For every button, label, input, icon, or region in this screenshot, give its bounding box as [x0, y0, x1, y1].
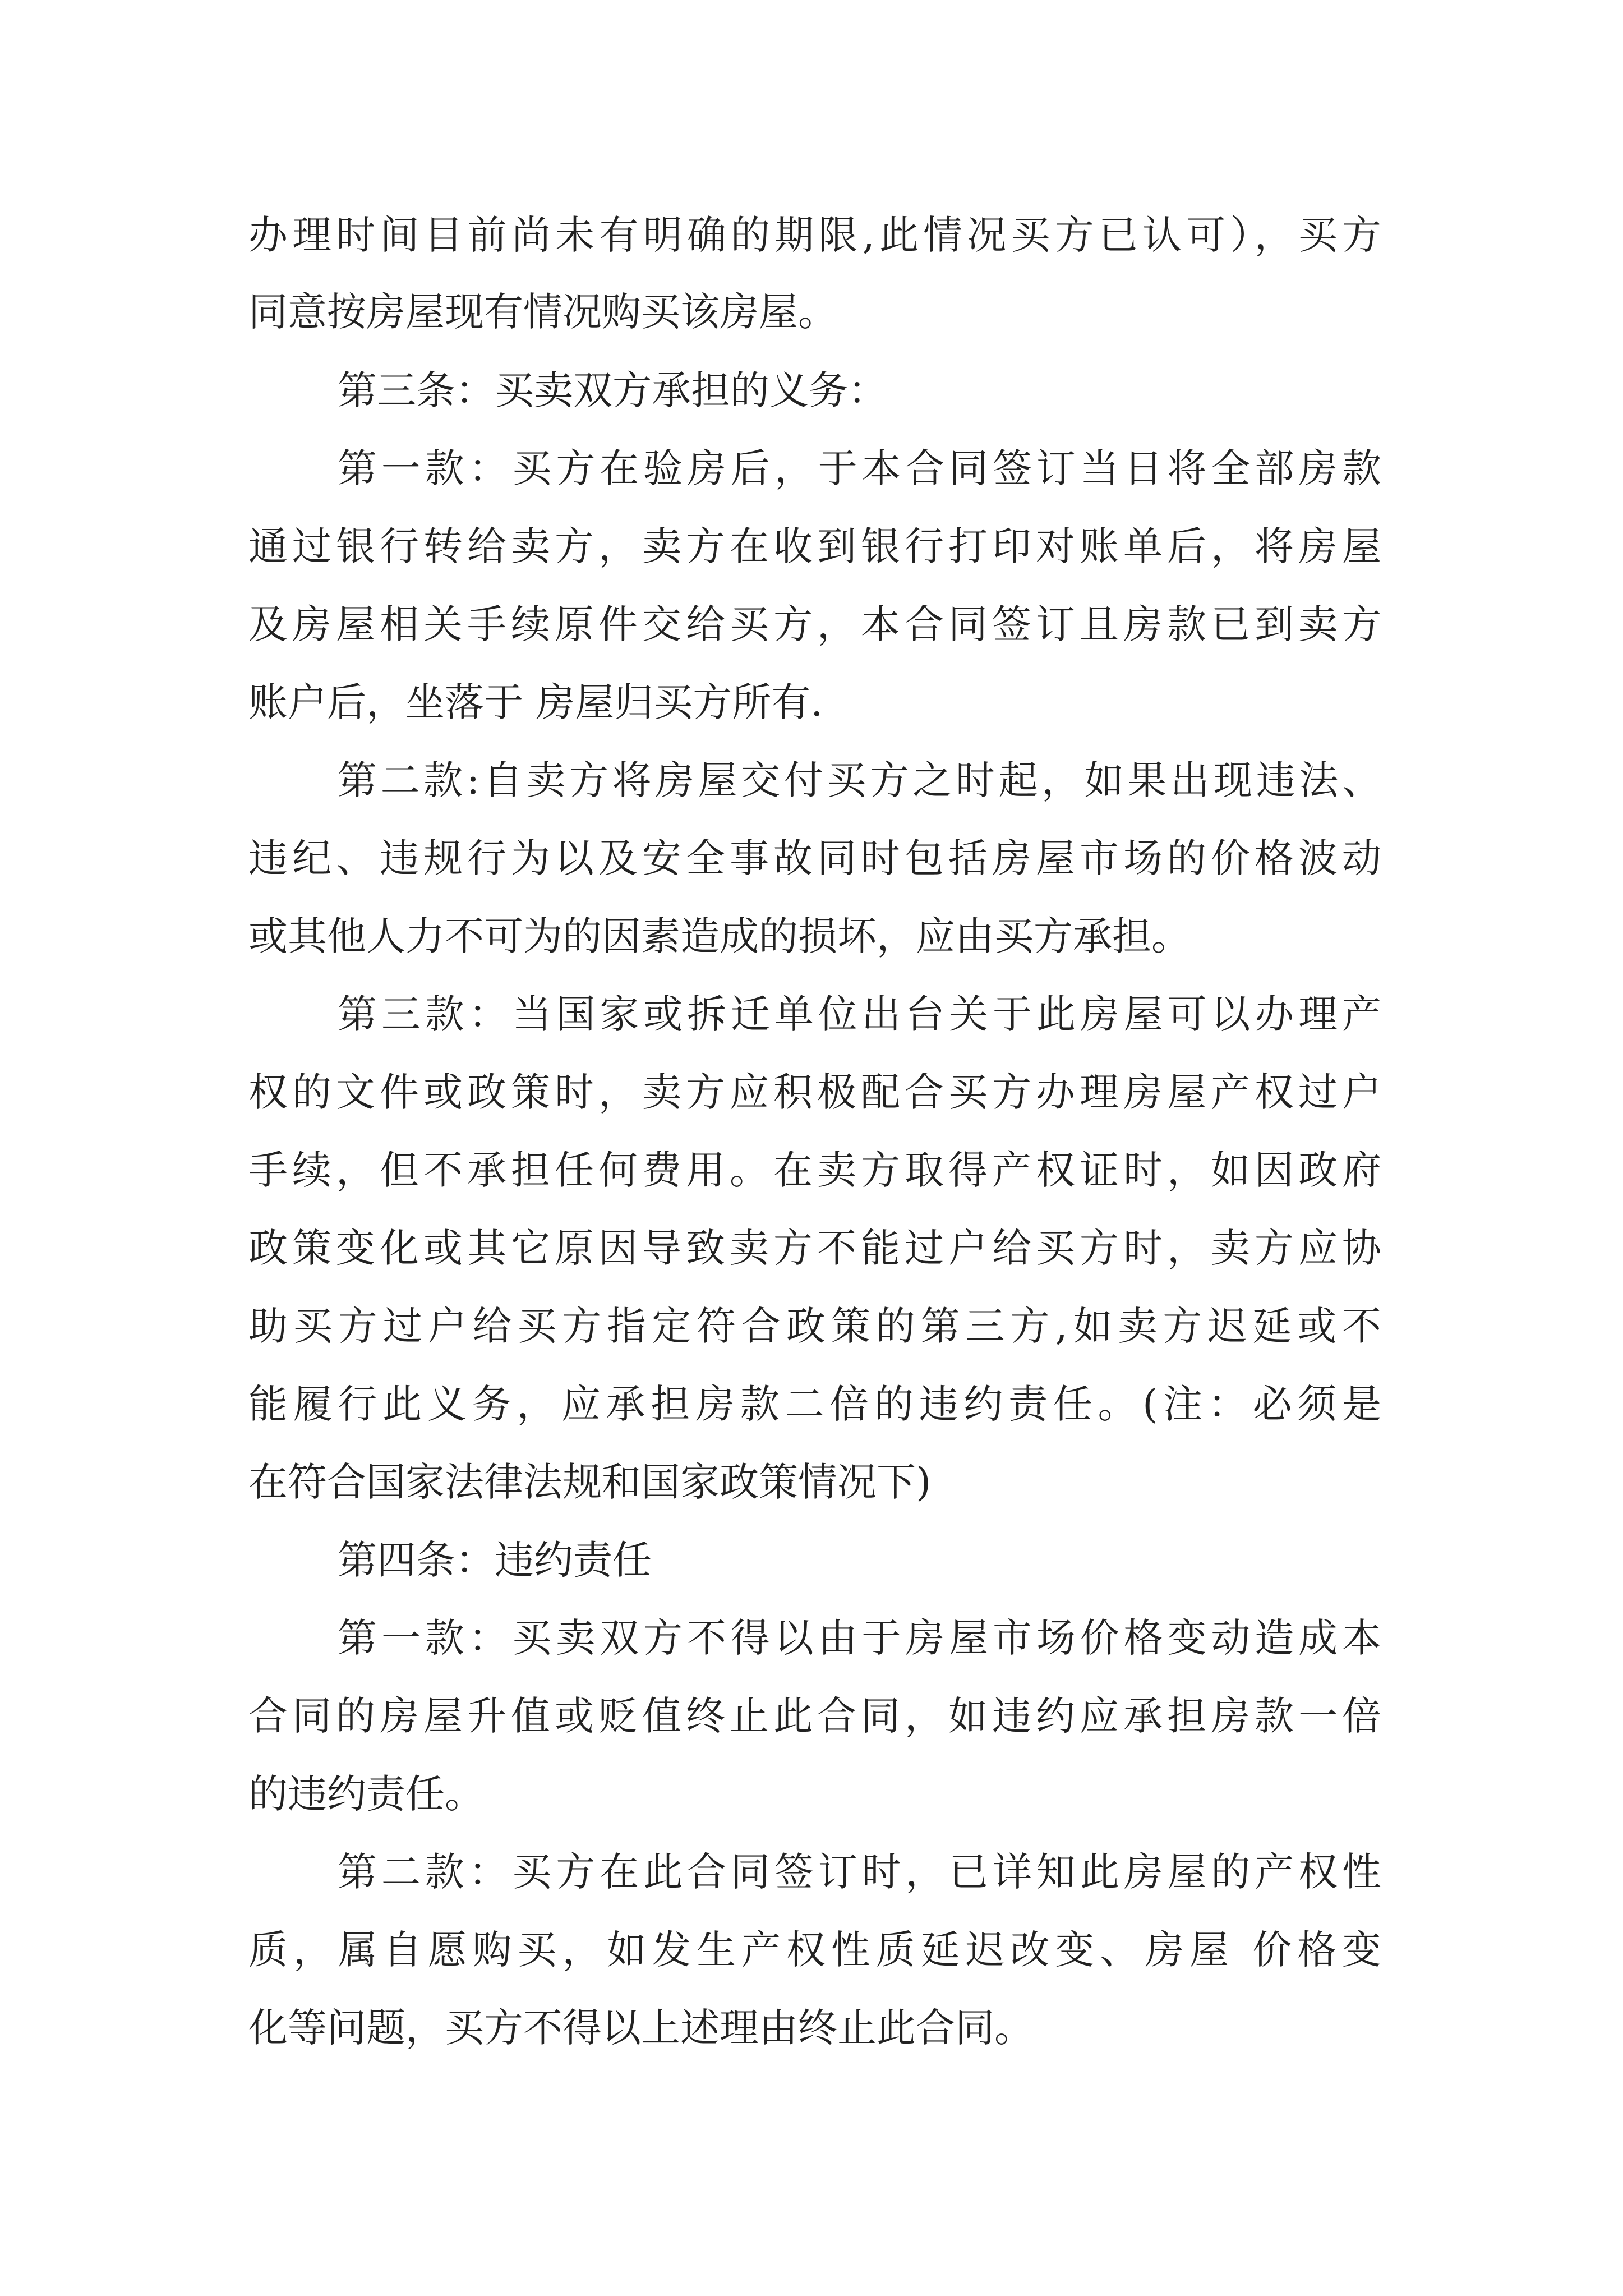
- text-line: 违纪、违规行为以及安全事故同时包括房屋市场的价格波动: [248, 835, 1381, 881]
- text-line: 第二款:自卖方将房屋交付买方之时起，如果出现违法、: [338, 757, 1381, 803]
- text-line: 第二款：买方在此合同签订时，已详知此房屋的产权性: [338, 1849, 1381, 1895]
- text-line: 手续，但不承担任何费用。在卖方取得产权证时，如因政府: [248, 1147, 1381, 1193]
- text-line: 第一款：买卖双方不得以由于房屋市场价格变动造成本: [338, 1615, 1381, 1661]
- article-heading: 第四条：违约责任: [338, 1537, 652, 1583]
- text-line: 政策变化或其它原因导致卖方不能过户给买方时，卖方应协: [248, 1225, 1381, 1271]
- text-line: 通过银行转给卖方，卖方在收到银行打印对账单后，将房屋: [248, 523, 1381, 569]
- text-line: 同意按房屋现有情况购买该房屋。: [248, 289, 837, 335]
- text-line: 或其他人力不可为的因素造成的损坏，应由买方承担。: [248, 913, 1191, 959]
- text-line: 在符合国家法律法规和国家政策情况下): [248, 1459, 932, 1505]
- text-line: 合同的房屋升值或贬值终止此合同，如违约应承担房款一倍: [248, 1693, 1381, 1739]
- text-line: 助买方过户给买方指定符合政策的第三方,如卖方迟延或不: [248, 1303, 1381, 1349]
- article-heading: 第三条：买卖双方承担的义务：: [338, 367, 887, 413]
- text-line: 质，属自愿购买，如发生产权性质延迟改变、房屋 价格变: [248, 1927, 1381, 1973]
- text-line: 第一款：买方在验房后，于本合同签订当日将全部房款: [338, 445, 1381, 491]
- text-line: 化等问题，买方不得以上述理由终止此合同。: [248, 2005, 1034, 2051]
- text-line: 及房屋相关手续原件交给买方，本合同签订且房款已到卖方: [248, 601, 1381, 647]
- text-line: 权的文件或政策时，卖方应积极配合买方办理房屋产权过户: [248, 1069, 1381, 1115]
- text-line: 的违约责任。: [248, 1771, 484, 1817]
- text-line: 办理时间目前尚未有明确的期限,此情况买方已认可），买方: [248, 212, 1381, 258]
- text-line: 账户后，坐落于 房屋归买方所有.: [248, 679, 823, 725]
- text-line: 能履行此义务，应承担房款二倍的违约责任。(注：必须是: [248, 1381, 1381, 1427]
- text-line: 第三款：当国家或拆迁单位出台关于此房屋可以办理产: [338, 991, 1381, 1037]
